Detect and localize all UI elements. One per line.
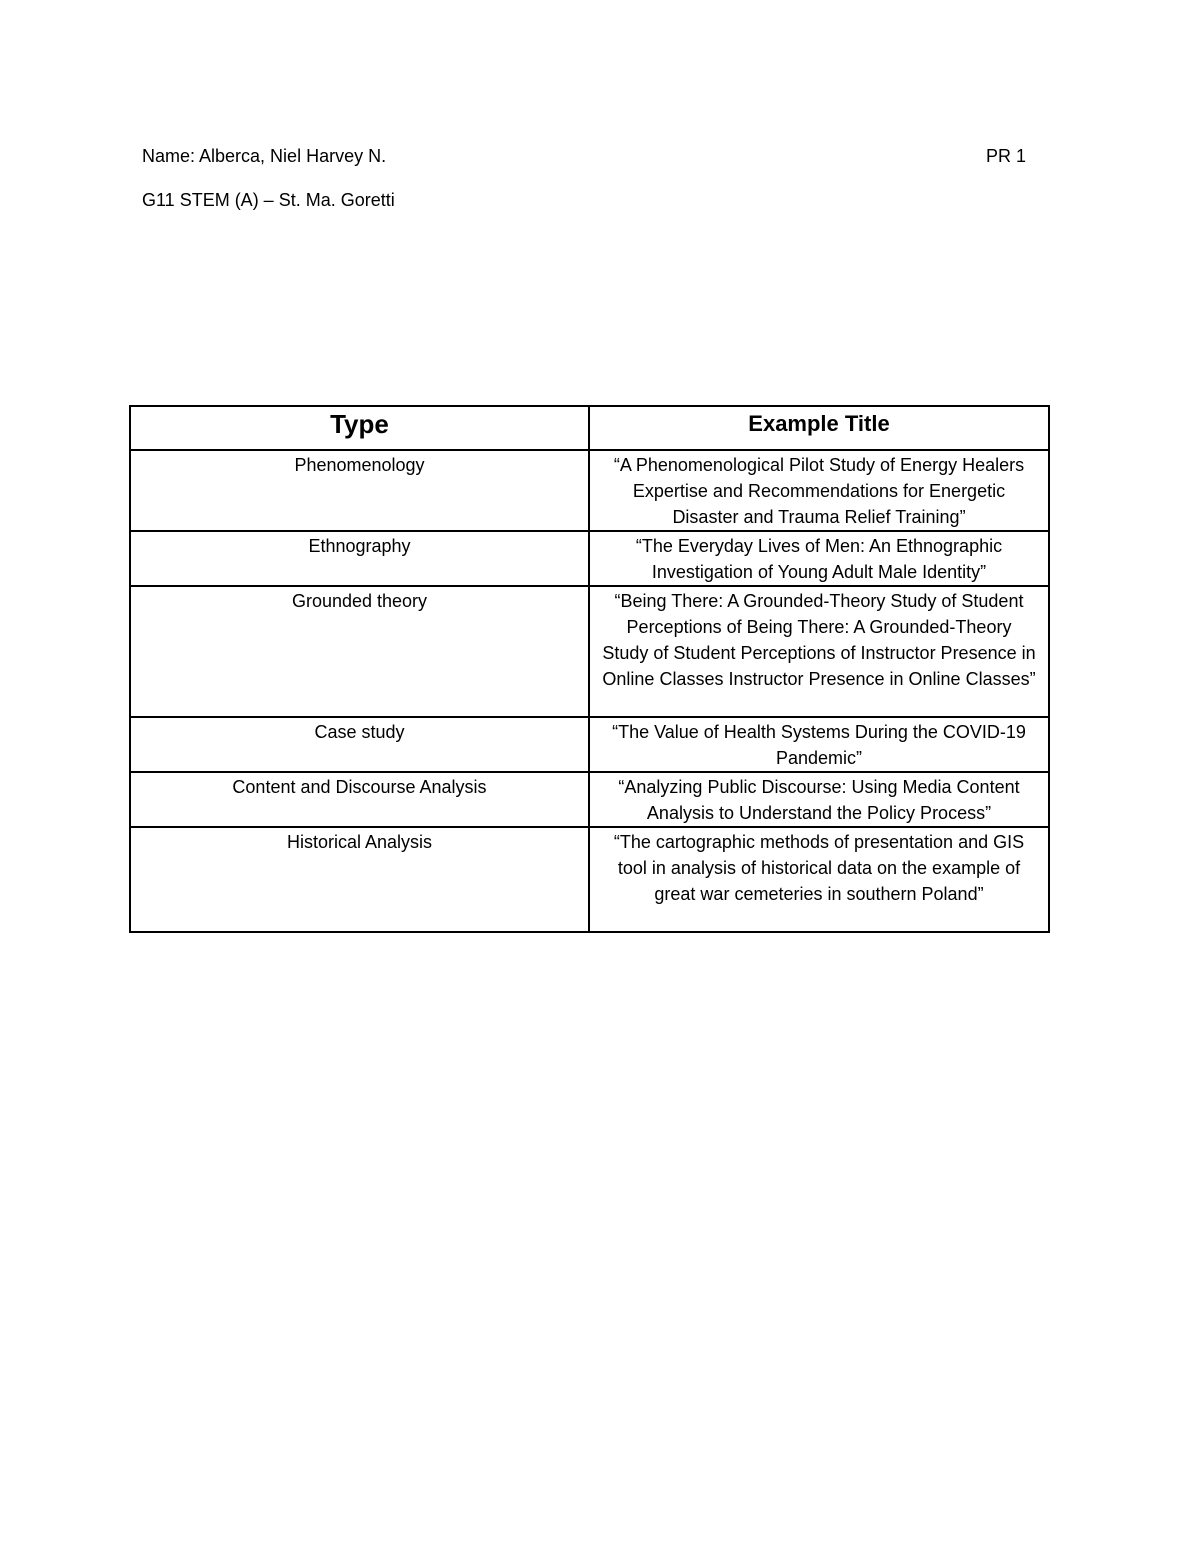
class-section: G11 STEM (A) – St. Ma. Goretti [142, 190, 395, 210]
header-example-title: Example Title [589, 406, 1049, 450]
title-cell: “Analyzing Public Discourse: Using Media Content Analysis to Understand the Policy Process” [589, 772, 1049, 827]
table-row [130, 531, 1049, 586]
type-cell: Content and Discourse Analysis [130, 772, 589, 827]
table-row [130, 586, 1049, 717]
title-cell: “The Value of Health Systems During the COVID-19 Pandemic” [589, 717, 1049, 772]
title-cell: “The cartographic methods of presentation and GIS tool in analysis of historical data on the example of great war cemeteries in southern Poland” [589, 827, 1049, 932]
table-header-row [130, 406, 1049, 450]
research-types-table [129, 405, 1050, 933]
title-cell: “Being There: A Grounded-Theory Study of Student Perceptions of Being There: A Grounded-Theory Study of Student Perceptions of Instructor Presence in Online Classes Instructor Presence in Online Classes” [589, 586, 1049, 717]
table-row [130, 772, 1049, 827]
type-cell: Grounded theory [130, 586, 589, 717]
title-cell: “The Everyday Lives of Men: An Ethnographic Investigation of Young Adult Male Identity” [589, 531, 1049, 586]
type-cell: Phenomenology [130, 450, 589, 531]
header-type: Type [130, 406, 589, 450]
type-cell: Ethnography [130, 531, 589, 586]
table-row [130, 827, 1049, 932]
type-cell: Case study [130, 717, 589, 772]
table-row [130, 450, 1049, 531]
table-row [130, 717, 1049, 772]
type-cell: Historical Analysis [130, 827, 589, 932]
title-cell: “A Phenomenological Pilot Study of Energy Healers Expertise and Recommendations for Energetic Disaster and Trauma Relief Training” [589, 450, 1049, 531]
student-name: Name: Alberca, Niel Harvey N. [142, 146, 387, 166]
subject-code: PR 1 [986, 146, 1027, 166]
